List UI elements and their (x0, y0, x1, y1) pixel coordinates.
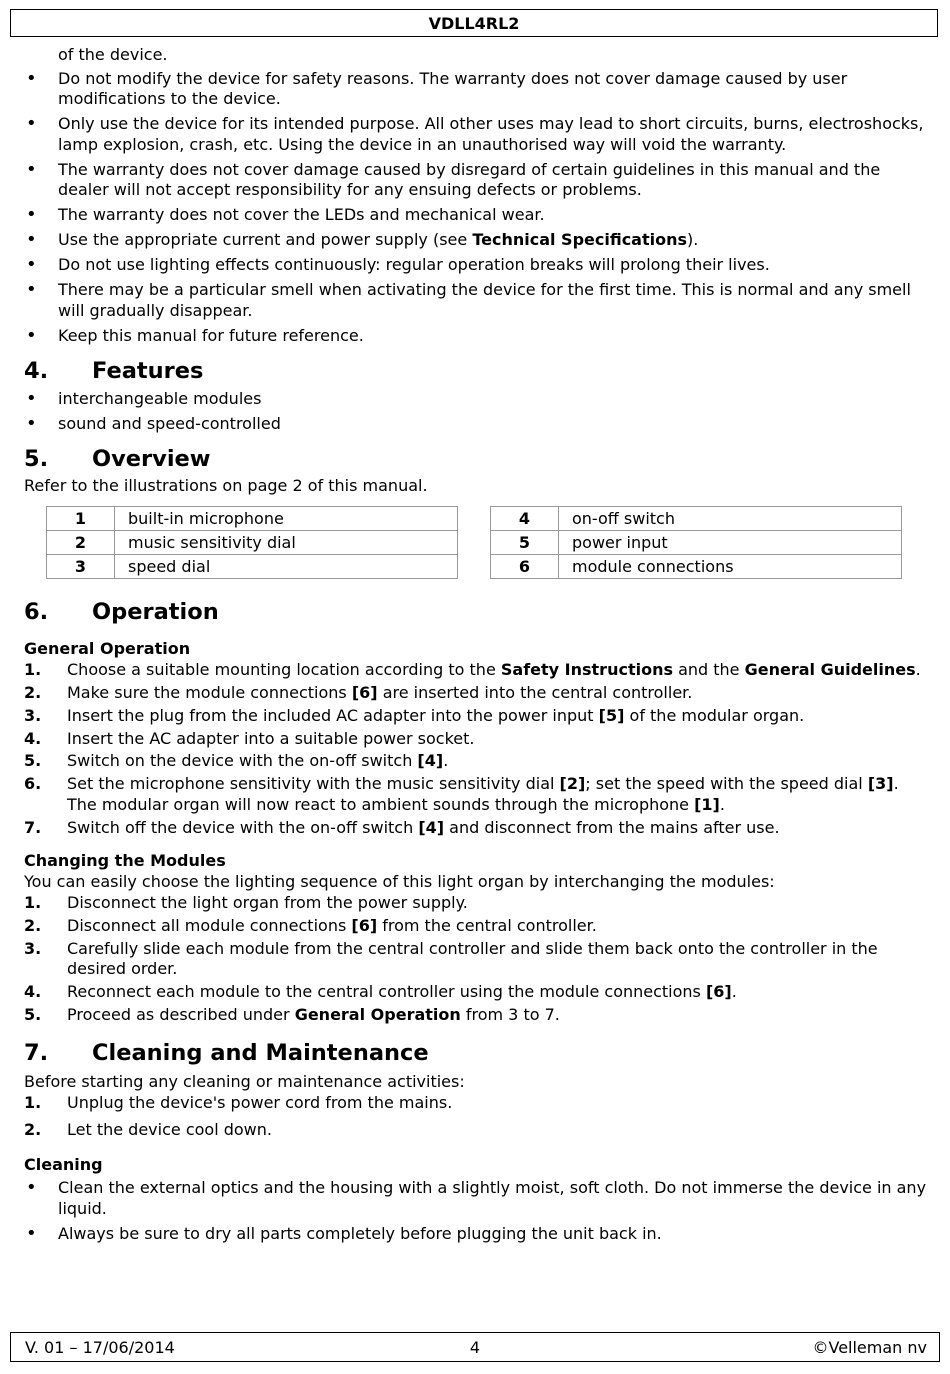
table-row: 2 music sensitivity dial (47, 531, 458, 555)
copyright: ©Velleman nv (812, 1338, 927, 1357)
list-item: 4. Reconnect each module to the central controller using the module connections [6]. (24, 982, 737, 1002)
changing-modules-steps (24, 893, 928, 1025)
safety-list (24, 69, 928, 347)
list-item: 2. Disconnect all module connections [6] from the central controller. (24, 916, 597, 936)
tech-specs-ref: Technical Specifications (472, 230, 688, 249)
overview-tables (46, 506, 902, 579)
list-item: • Keep this manual for future reference. (24, 326, 928, 347)
page-content (24, 44, 928, 1244)
cleaning-intro: Before starting any cleaning or maintenance activities: (24, 1071, 465, 1091)
list-item: 6. Set the microphone sensitivity with the music sensitivity dial [2]; set the speed with the speed dial [3]. The modular organ will now react to ambient sounds through the microphone [1]. (24, 774, 899, 814)
list-item: 5. Switch on the device with the on-off switch [4]. (24, 751, 449, 771)
section-heading-cleaning: 7. Cleaning and Maintenance (24, 1039, 429, 1066)
general-operation-steps (24, 660, 928, 838)
modules-intro: You can easily choose the lighting sequence of this light organ by interchanging the modules: (24, 872, 775, 892)
subheading-changing-modules: Changing the Modules (24, 851, 226, 871)
list-item: • The warranty does not cover the LEDs and mechanical wear. (24, 205, 928, 226)
version-date: V. 01 – 17/06/2014 (25, 1338, 175, 1357)
list-item: 1. Unplug the device's power cord from the mains. (24, 1092, 453, 1112)
table-row: 4 on-off switch (491, 507, 902, 531)
list-item: 1. Choose a suitable mounting location according to the Safety Instructions and the General Guidelines. (24, 660, 921, 680)
intro-continuation: of the device. (58, 45, 168, 64)
list-item: • Always be sure to dry all parts completely before plugging the unit back in. (24, 1224, 928, 1245)
list-item: 2. Let the device cool down. (24, 1120, 272, 1140)
table-row: 6 module connections (491, 555, 902, 579)
list-item: 3. Insert the plug from the included AC adapter into the power input [5] of the modular organ. (24, 705, 805, 725)
list-item: • Use the appropriate current and power supply (see Technical Specifications). (24, 230, 928, 251)
overview-intro: Refer to the illustrations on page 2 of this manual. (24, 476, 428, 495)
list-item: 7. Switch off the device with the on-off switch [4] and disconnect from the mains after use. (24, 817, 780, 837)
page-footer (10, 1332, 940, 1362)
document-model-title: VDLL4RL2 (428, 14, 520, 33)
list-item: • Only use the device for its intended purpose. All other uses may lead to short circuits, burns, electroshocks, lamp explosion, crash, etc. Using the device in an unauthorised way will void the warranty. (24, 114, 928, 155)
subheading-cleaning: Cleaning (24, 1154, 103, 1174)
list-item: 5. Proceed as described under General Operation from 3 to 7. (24, 1005, 560, 1025)
overview-table-right (490, 506, 902, 579)
list-item: • Clean the external optics and the housing with a slightly moist, soft cloth. Do not immerse the device in any liquid. (24, 1178, 928, 1219)
cleaning-steps (24, 1093, 928, 1141)
list-item: • sound and speed-controlled (24, 414, 928, 435)
list-item: • Do not use lighting effects continuously: regular operation breaks will prolong their lives. (24, 255, 928, 276)
table-row: 1 built-in microphone (47, 507, 458, 531)
overview-table-left (46, 506, 458, 579)
features-list (24, 389, 928, 435)
section-heading-overview: 5. Overview (24, 446, 211, 472)
list-item: 1. Disconnect the light organ from the power supply. (24, 893, 468, 913)
list-item: • Do not modify the device for safety reasons. The warranty does not cover damage caused by user modifications to the device. (24, 69, 928, 110)
section-heading-operation: 6. Operation (24, 599, 219, 625)
list-item: • There may be a particular smell when activating the device for the first time. This is normal and any smell will gradually disappear. (24, 280, 928, 321)
list-item: 2. Make sure the module connections [6] are inserted into the central controller. (24, 683, 693, 703)
list-item: • interchangeable modules (24, 389, 928, 410)
list-item: 4. Insert the AC adapter into a suitable power socket. (24, 728, 475, 748)
page-header (10, 9, 938, 37)
list-item: • The warranty does not cover damage caused by disregard of certain guidelines in this manual and the dealer will not accept responsibility for any ensuing defects or problems. (24, 160, 928, 201)
section-heading-features: 4. Features (24, 358, 204, 384)
cleaning-list (24, 1178, 928, 1244)
page-number: 4 (469, 1338, 481, 1357)
table-row: 5 power input (491, 531, 902, 555)
subheading-general-operation: General Operation (24, 639, 191, 658)
list-item: 3. Carefully slide each module from the central controller and slide them back onto the controller in the desired order. (24, 938, 878, 979)
table-row: 3 speed dial (47, 555, 458, 579)
